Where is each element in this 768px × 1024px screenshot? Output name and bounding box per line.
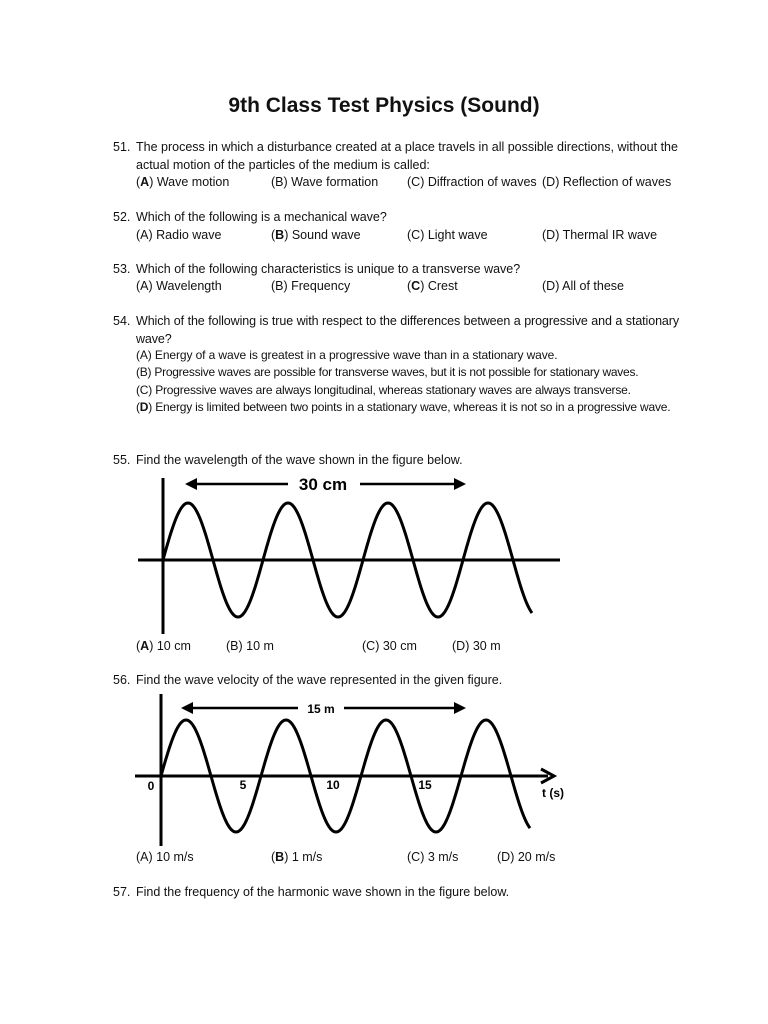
dimension-label: 15 m [307, 702, 335, 716]
option-c: (C) Diffraction of waves [407, 175, 537, 189]
tick-label: 0 [147, 779, 155, 793]
question-number: 56. [113, 673, 131, 687]
question-text: Find the wavelength of the wave shown in the figure below. [136, 453, 463, 467]
arrowhead-left [181, 702, 193, 714]
option-c: (C) Light wave [407, 228, 488, 242]
correct-answer-letter: B [275, 228, 285, 242]
option-d: (D) Reflection of waves [542, 175, 672, 189]
option-d: (D) 20 m/s [497, 850, 556, 864]
question-number: 52. [113, 210, 131, 224]
option-d: (D) Thermal IR wave [542, 228, 658, 242]
correct-answer-letter: C [411, 279, 421, 293]
option-d: (D) Energy is limited between two points in a stationary wave, whereas it is not so in a progressive wave. [136, 400, 671, 414]
option-b: (B) Progressive waves are possible for transverse waves, but it is not possible for stationary waves. [136, 365, 639, 379]
correct-answer-letter: D [139, 400, 149, 414]
question-text: Find the frequency of the harmonic wave shown in the figure below. [136, 885, 510, 899]
question-text: Which of the following characteristics is unique to a transverse wave? [136, 262, 521, 276]
question-number: 53. [113, 262, 131, 276]
question-text: The process in which a disturbance created at a place travels in all possible directions, without the actual motion of the particles of the medium is called: [136, 140, 678, 172]
option-d: (D) 30 m [452, 639, 501, 653]
axis-label: t (s) [542, 786, 564, 800]
question-number: 54. [113, 314, 131, 328]
tick-label: 10 [326, 778, 340, 792]
option-a: (A) 10 m/s [136, 850, 194, 864]
option-b: (B) Sound wave [271, 228, 361, 242]
question-text: Find the wave velocity of the wave represented in the given figure. [136, 673, 503, 687]
option-b: (B) 10 m [226, 639, 274, 653]
correct-answer-letter: A [140, 175, 150, 189]
option-c: (C) 3 m/s [407, 850, 459, 864]
question-number: 51. [113, 140, 131, 154]
option-d: (D) All of these [542, 279, 624, 293]
option-a: (A) Wavelength [136, 279, 222, 293]
option-b: (B) Wave formation [271, 175, 379, 189]
arrowhead-right [454, 702, 466, 714]
option-b: (B) Frequency [271, 279, 351, 293]
tick-label: 5 [239, 778, 247, 792]
option-c: (C) Crest [407, 279, 458, 293]
option-a: (A) 10 cm [136, 639, 191, 653]
question-number: 55. [113, 453, 131, 467]
correct-answer-letter: B [275, 850, 285, 864]
tick-label: 15 [418, 778, 432, 792]
dimension-label: 30 cm [298, 475, 348, 494]
question-number: 57. [113, 885, 131, 899]
option-b: (B) 1 m/s [271, 850, 323, 864]
option-c: (C) 30 cm [362, 639, 417, 653]
option-c: (C) Progressive waves are always longitudinal, whereas stationary waves are always transverse. [136, 383, 631, 397]
question-text: Which of the following is true with respect to the differences between a progressive and a stationary wave? [136, 314, 679, 346]
option-a: (A) Energy of a wave is greatest in a progressive wave than in a stationary wave. [136, 348, 558, 362]
question-text: Which of the following is a mechanical wave? [136, 210, 387, 224]
option-a: (A) Wave motion [136, 175, 230, 189]
correct-answer-letter: A [140, 639, 150, 653]
option-a: (A) Radio wave [136, 228, 222, 242]
page-title: 9th Class Test Physics (Sound) [228, 94, 540, 117]
